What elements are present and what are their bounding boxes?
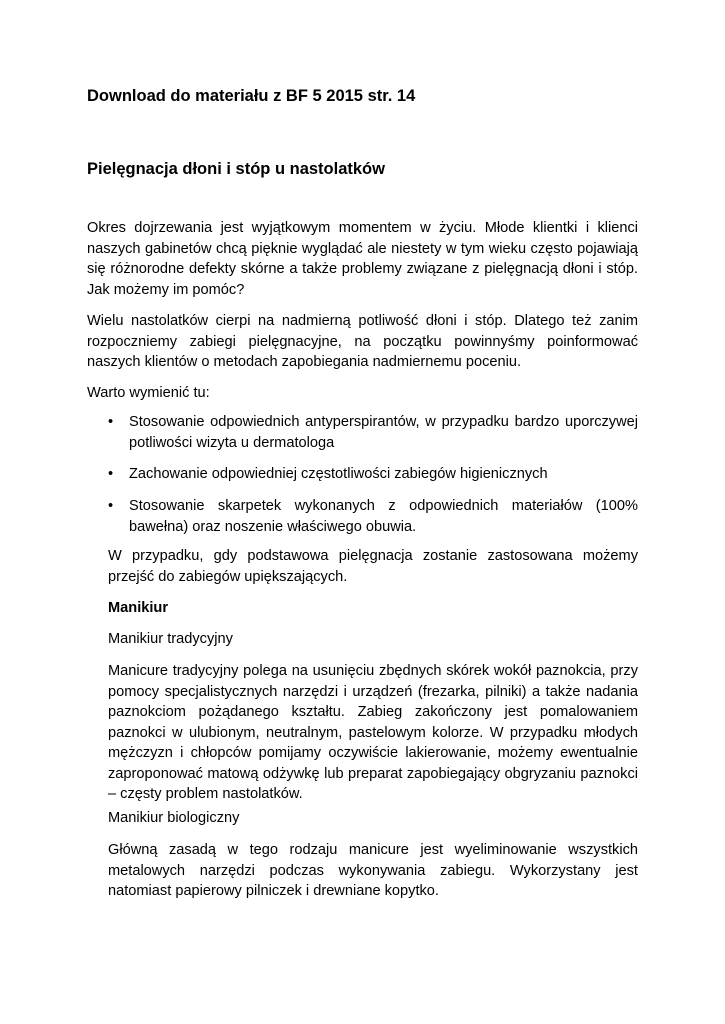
traditional-paragraph: Manicure tradycyjny polega na usunięciu zbędnych skórek wokół paznokcia, przy pomocy specjalistycznych narzędzi i urządzeń (frezarka, pilniki) a także nadania paznokciom pożądanego kształtu. Zabieg zakończony jest pomalowaniem paznokci w ulubionym, neutralnym, pastelowym kolorze. W przypadku młodych mężczyzn i chłopców pomijamy oczywiście lakierowanie, możemy ewentualnie zaproponować matową odżywkę lub preparat zapobiegający obgryzaniu paznokci – częsty problem nastolatków. xyxy=(108,663,638,802)
subsection-heading: Manikiur tradycyjny xyxy=(108,631,233,647)
subsection-heading: Manikiur biologiczny xyxy=(108,810,240,826)
bullet-icon: • xyxy=(108,466,114,482)
bullet-icon: • xyxy=(108,414,114,430)
bullet-icon: • xyxy=(108,498,114,514)
header-title: Download do materiału z BF 5 2015 str. 14 xyxy=(87,87,416,105)
intro-paragraph: Okres dojrzewania jest wyjątkowym momentem w życiu. Młode klientki i klienci naszych gabinetów chcą pięknie wyglądać ale niestety w tym wieku często pojawiają się różnorodne defekty skórne a także problemy związane z pielęgnacją dłoni i stóp. Jak możemy im pomóc? xyxy=(87,220,638,298)
list-item-text: Stosowanie skarpetek wykonanych z odpowiednich materiałów (100% bawełna) oraz noszenie właściwego obuwia. xyxy=(129,498,638,535)
list-item-text: Zachowanie odpowiedniej częstotliwości zabiegów higienicznych xyxy=(129,466,548,482)
sweating-paragraph: Wielu nastolatków cierpi na nadmierną potliwość dłoni i stóp. Dlatego też zanim rozpoczniemy zabiegi pielęgnacyjne, na początku powinnyśmy poinformować naszych klientów o metodach zapobiegania nadmiernemu poceniu. xyxy=(87,313,638,370)
after-list-paragraph: W przypadku, gdy podstawowa pielęgnacja zostanie zastosowana możemy przejść do zabiegów upiększających. xyxy=(108,548,638,585)
section-heading: Manikiur xyxy=(108,600,169,616)
article-title: Pielęgnacja dłoni i stóp u nastolatków xyxy=(87,160,385,178)
biological-paragraph: Główną zasadą w tego rodzaju manicure jest wyeliminowanie wszystkich metalowych narzędzi podczas wykonywania zabiegu. Wykorzystany jest natomiast papierowy pilniczek i drewniane kopytko. xyxy=(108,842,638,899)
list-item-text: Stosowanie odpowiednich antyperspirantów, w przypadku bardzo uporczywej potliwości wizyta u dermatologa xyxy=(129,414,638,451)
list-intro: Warto wymienić tu: xyxy=(87,385,210,401)
